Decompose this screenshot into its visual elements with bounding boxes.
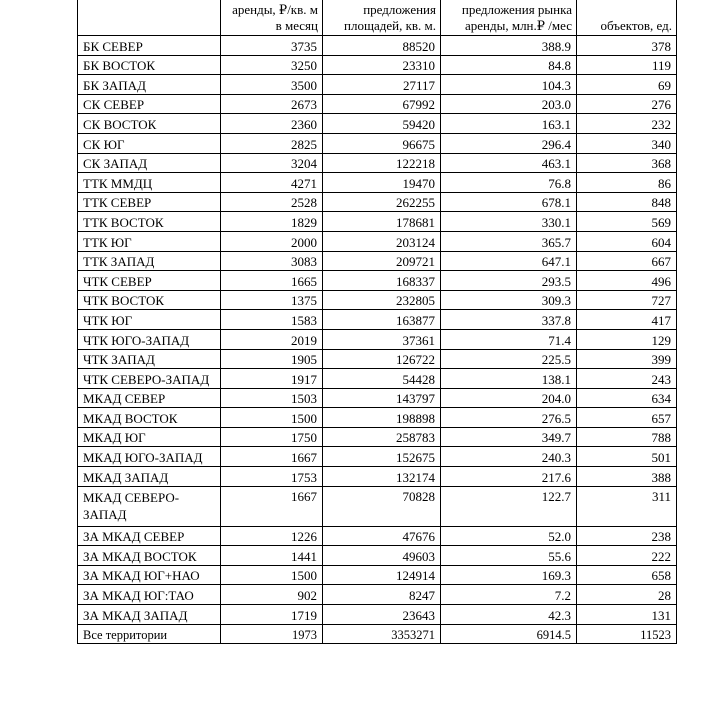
market-cell: 52.0 — [441, 526, 577, 546]
table-body — [78, 36, 677, 644]
territory-cell: ЧТК ЮГО-ЗАПАД — [78, 329, 221, 349]
territory-cell: МКАД ЮГ — [78, 427, 221, 447]
area-cell: 258783 — [323, 427, 441, 447]
header-cell-territory — [78, 0, 221, 36]
area-cell: 168337 — [323, 271, 441, 291]
area-cell: 209721 — [323, 251, 441, 271]
rent-cell: 1753 — [221, 467, 323, 487]
area-cell: 59420 — [323, 114, 441, 134]
market-cell: 42.3 — [441, 605, 577, 625]
market-cell: 296.4 — [441, 133, 577, 153]
rent-cell: 2673 — [221, 94, 323, 114]
objects-cell: 340 — [577, 133, 677, 153]
rent-cell: 1667 — [221, 486, 323, 526]
rent-cell: 1750 — [221, 427, 323, 447]
market-cell: 388.9 — [441, 36, 577, 56]
territory-cell: ЧТК ЮГ — [78, 310, 221, 330]
territory-cell: Все территории — [78, 624, 221, 644]
rent-cell: 1905 — [221, 349, 323, 369]
market-cell: 349.7 — [441, 427, 577, 447]
area-cell: 27117 — [323, 75, 441, 95]
objects-cell: 501 — [577, 447, 677, 467]
rent-cell: 3735 — [221, 36, 323, 56]
territory-cell: ЗА МКАД ЮГ:ТАО — [78, 585, 221, 605]
territory-cell: ТТК ЗАПАД — [78, 251, 221, 271]
rent-cell: 4271 — [221, 173, 323, 193]
objects-cell: 222 — [577, 546, 677, 566]
market-cell: 330.1 — [441, 212, 577, 232]
market-cell: 678.1 — [441, 192, 577, 212]
table-row — [78, 526, 677, 546]
market-cell: 104.3 — [441, 75, 577, 95]
area-cell: 198898 — [323, 408, 441, 428]
objects-cell: 727 — [577, 290, 677, 310]
objects-cell: 667 — [577, 251, 677, 271]
area-cell: 23643 — [323, 605, 441, 625]
table-row — [78, 585, 677, 605]
table-row — [78, 212, 677, 232]
territory-cell: ЗА МКАД ВОСТОК — [78, 546, 221, 566]
area-cell: 19470 — [323, 173, 441, 193]
table-row — [78, 624, 677, 644]
table-row — [78, 565, 677, 585]
table-row — [78, 329, 677, 349]
table-row — [78, 369, 677, 389]
market-cell: 203.0 — [441, 94, 577, 114]
area-cell: 178681 — [323, 212, 441, 232]
rent-cell: 2528 — [221, 192, 323, 212]
market-cell: 647.1 — [441, 251, 577, 271]
table-header-row — [78, 0, 677, 36]
rent-cell: 1500 — [221, 408, 323, 428]
market-cell: 225.5 — [441, 349, 577, 369]
territory-cell: ЧТК СЕВЕР — [78, 271, 221, 291]
objects-cell: 131 — [577, 605, 677, 625]
area-cell: 163877 — [323, 310, 441, 330]
table-row — [78, 427, 677, 447]
area-cell: 37361 — [323, 329, 441, 349]
objects-cell: 634 — [577, 388, 677, 408]
header-cell-market: предложения рынка аренды, млн.₽ /мес — [441, 0, 577, 36]
rent-cell: 1226 — [221, 526, 323, 546]
territory-cell: БК ЗАПАД — [78, 75, 221, 95]
header-cell-area: предложения площадей, кв. м. — [323, 0, 441, 36]
territory-cell: СК ВОСТОК — [78, 114, 221, 134]
rent-cell: 2019 — [221, 329, 323, 349]
table-row — [78, 546, 677, 566]
market-cell: 365.7 — [441, 231, 577, 251]
header-cell-objects: объектов, ед. — [577, 0, 677, 36]
table-row — [78, 251, 677, 271]
area-cell: 67992 — [323, 94, 441, 114]
table-row — [78, 192, 677, 212]
objects-cell: 388 — [577, 467, 677, 487]
area-cell: 126722 — [323, 349, 441, 369]
table-row — [78, 271, 677, 291]
header-cell-rent: аренды, ₽/кв. м в месяц — [221, 0, 323, 36]
objects-cell: 11523 — [577, 624, 677, 644]
territory-cell: ТТК ВОСТОК — [78, 212, 221, 232]
objects-cell: 496 — [577, 271, 677, 291]
area-cell: 88520 — [323, 36, 441, 56]
table-row — [78, 310, 677, 330]
objects-cell: 276 — [577, 94, 677, 114]
table-row — [78, 408, 677, 428]
objects-cell: 788 — [577, 427, 677, 447]
area-cell: 8247 — [323, 585, 441, 605]
area-cell: 203124 — [323, 231, 441, 251]
rent-cell: 1441 — [221, 546, 323, 566]
rent-cell: 2000 — [221, 231, 323, 251]
area-cell: 124914 — [323, 565, 441, 585]
market-cell: 84.8 — [441, 55, 577, 75]
rent-cell: 3250 — [221, 55, 323, 75]
territory-cell: ТТК СЕВЕР — [78, 192, 221, 212]
table-row — [78, 605, 677, 625]
data-table — [77, 0, 677, 644]
market-cell: 309.3 — [441, 290, 577, 310]
territory-cell: ЧТК ЗАПАД — [78, 349, 221, 369]
rent-cell: 1829 — [221, 212, 323, 232]
area-cell: 143797 — [323, 388, 441, 408]
market-cell: 7.2 — [441, 585, 577, 605]
objects-cell: 378 — [577, 36, 677, 56]
objects-cell: 368 — [577, 153, 677, 173]
market-cell: 276.5 — [441, 408, 577, 428]
territory-cell: МКАД СЕВЕРО-ЗАПАД — [78, 486, 221, 526]
area-cell: 3353271 — [323, 624, 441, 644]
market-cell: 337.8 — [441, 310, 577, 330]
table-row — [78, 75, 677, 95]
territory-cell: ЧТК ВОСТОК — [78, 290, 221, 310]
table-row — [78, 173, 677, 193]
territory-cell: ЗА МКАД СЕВЕР — [78, 526, 221, 546]
objects-cell: 399 — [577, 349, 677, 369]
rent-cell: 1500 — [221, 565, 323, 585]
area-cell: 232805 — [323, 290, 441, 310]
market-cell: 6914.5 — [441, 624, 577, 644]
rent-cell: 3083 — [221, 251, 323, 271]
table-row — [78, 388, 677, 408]
objects-cell: 243 — [577, 369, 677, 389]
rent-cell: 1375 — [221, 290, 323, 310]
territory-cell: СК ЗАПАД — [78, 153, 221, 173]
table-row — [78, 447, 677, 467]
rent-cell: 1583 — [221, 310, 323, 330]
territory-cell: ТТК ММДЦ — [78, 173, 221, 193]
objects-cell: 604 — [577, 231, 677, 251]
market-cell: 169.3 — [441, 565, 577, 585]
market-cell: 55.6 — [441, 546, 577, 566]
objects-cell: 657 — [577, 408, 677, 428]
area-cell: 70828 — [323, 486, 441, 526]
market-cell: 204.0 — [441, 388, 577, 408]
objects-cell: 238 — [577, 526, 677, 546]
territory-cell: МКАД ЮГО-ЗАПАД — [78, 447, 221, 467]
area-cell: 152675 — [323, 447, 441, 467]
market-cell: 138.1 — [441, 369, 577, 389]
territory-cell: СК СЕВЕР — [78, 94, 221, 114]
rent-cell: 1973 — [221, 624, 323, 644]
table-row — [78, 290, 677, 310]
objects-cell: 569 — [577, 212, 677, 232]
territory-cell: ТТК ЮГ — [78, 231, 221, 251]
area-cell: 262255 — [323, 192, 441, 212]
objects-cell: 28 — [577, 585, 677, 605]
territory-cell: МКАД ВОСТОК — [78, 408, 221, 428]
territory-cell: БК СЕВЕР — [78, 36, 221, 56]
objects-cell: 69 — [577, 75, 677, 95]
market-cell: 122.7 — [441, 486, 577, 526]
rent-cell: 1917 — [221, 369, 323, 389]
territory-cell: ЗА МКАД ЮГ+НАО — [78, 565, 221, 585]
objects-cell: 658 — [577, 565, 677, 585]
rent-cell: 3204 — [221, 153, 323, 173]
objects-cell: 119 — [577, 55, 677, 75]
table-row — [78, 153, 677, 173]
objects-cell: 417 — [577, 310, 677, 330]
rent-cell: 1503 — [221, 388, 323, 408]
table-row — [78, 114, 677, 134]
objects-cell: 232 — [577, 114, 677, 134]
objects-cell: 848 — [577, 192, 677, 212]
market-cell: 76.8 — [441, 173, 577, 193]
area-cell: 132174 — [323, 467, 441, 487]
area-cell: 49603 — [323, 546, 441, 566]
rent-cell: 1667 — [221, 447, 323, 467]
objects-cell: 311 — [577, 486, 677, 526]
table-row — [78, 486, 677, 526]
territory-cell: БК ВОСТОК — [78, 55, 221, 75]
market-cell: 71.4 — [441, 329, 577, 349]
objects-cell: 86 — [577, 173, 677, 193]
table-row — [78, 133, 677, 153]
territory-cell: МКАД СЕВЕР — [78, 388, 221, 408]
objects-cell: 129 — [577, 329, 677, 349]
market-cell: 163.1 — [441, 114, 577, 134]
table-row — [78, 94, 677, 114]
territory-cell: СК ЮГ — [78, 133, 221, 153]
table-row — [78, 467, 677, 487]
table-row — [78, 349, 677, 369]
area-cell: 54428 — [323, 369, 441, 389]
rent-cell: 1719 — [221, 605, 323, 625]
territory-cell: ЗА МКАД ЗАПАД — [78, 605, 221, 625]
area-cell: 122218 — [323, 153, 441, 173]
table-row — [78, 36, 677, 56]
market-cell: 293.5 — [441, 271, 577, 291]
rent-cell: 3500 — [221, 75, 323, 95]
territory-cell: МКАД ЗАПАД — [78, 467, 221, 487]
area-cell: 23310 — [323, 55, 441, 75]
market-cell: 240.3 — [441, 447, 577, 467]
area-cell: 47676 — [323, 526, 441, 546]
territory-cell: ЧТК СЕВЕРО-ЗАПАД — [78, 369, 221, 389]
market-cell: 463.1 — [441, 153, 577, 173]
area-cell: 96675 — [323, 133, 441, 153]
rent-cell: 2825 — [221, 133, 323, 153]
rent-cell: 2360 — [221, 114, 323, 134]
table-row — [78, 231, 677, 251]
rent-cell: 1665 — [221, 271, 323, 291]
table-row — [78, 55, 677, 75]
market-cell: 217.6 — [441, 467, 577, 487]
rent-cell: 902 — [221, 585, 323, 605]
